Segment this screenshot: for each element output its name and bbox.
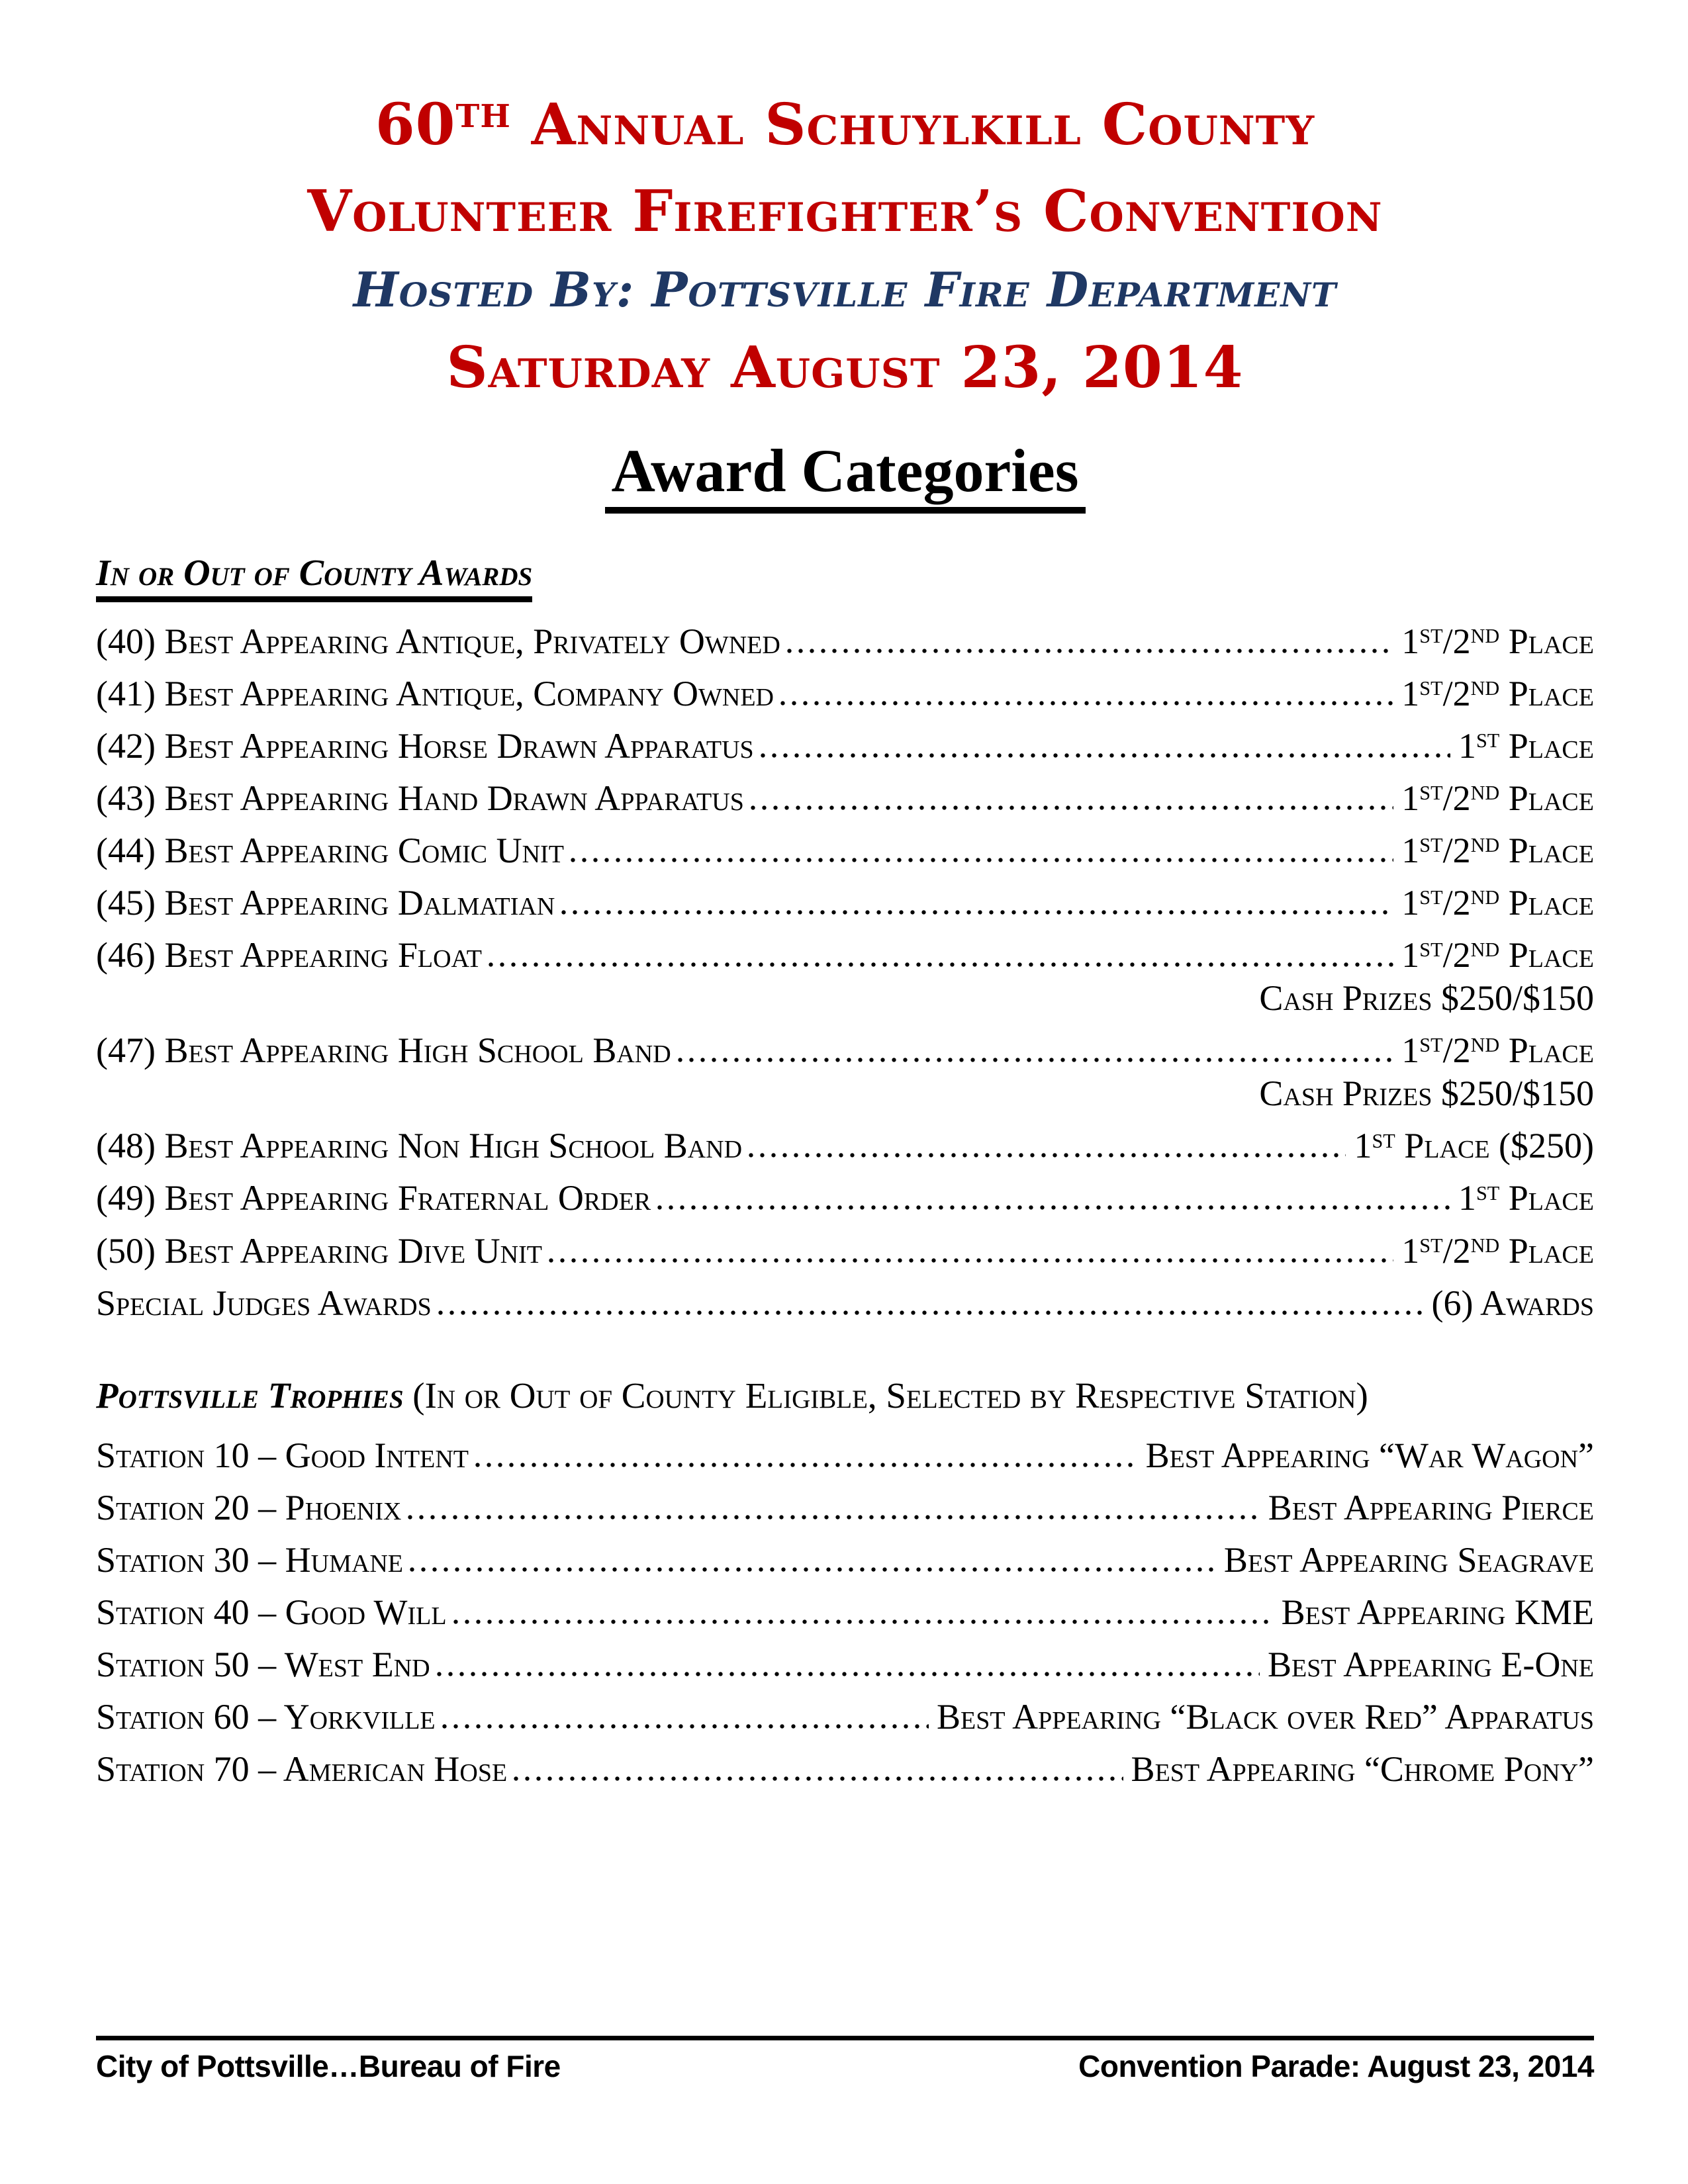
dot-leader [787,649,1393,653]
row-label: (41) Best Appearing Antique, Company Owned [96,673,774,713]
ordinal-superscript: ST [1476,1181,1500,1205]
ordinal-superscript: ST [1419,782,1443,805]
trophy-row [96,1539,1594,1580]
award-row [96,882,1594,923]
ordinal-superscript: ND [1470,834,1500,857]
dot-leader [438,1310,1424,1315]
trophies-heading-rest: (In or Out of County Eligible, Selected by Respective Station) [403,1375,1368,1416]
award-row [96,830,1594,870]
row-label: Station 30 – Humane [96,1539,404,1580]
row-value: 1ST/2ND Place [1401,1030,1594,1071]
award-row [96,1032,1594,1069]
award-row [96,937,1594,974]
dot-leader [780,701,1393,705]
row-value: Best Appearing E-One [1267,1644,1594,1684]
dot-leader [442,1724,929,1729]
ordinal-superscript: ST [1476,729,1500,752]
footer-left: City of Pottsville…Bureau of Fire [96,2049,561,2083]
trophies-section [96,1375,1594,1788]
dot-leader [749,1153,1346,1158]
row-label: Station 70 – American Hose [96,1749,508,1790]
ordinal-superscript: ST [1419,676,1443,700]
row-value: 1ST/2ND Place [1401,830,1594,870]
footer-right: Convention Parade: August 23, 2014 [1078,2049,1594,2083]
trophy-row [96,1437,1594,1474]
ordinal-superscript: ND [1470,1034,1500,1057]
dot-leader [761,753,1450,758]
header-line-convention: Volunteer Firefighter’s Convention [307,178,1383,245]
row-label: Station 20 – Phoenix [96,1487,402,1527]
trophy-row [96,1644,1594,1684]
header-line-event [96,86,1594,173]
cash-prizes-note: Cash Prizes $250/$150 [1259,978,1594,1019]
dot-leader [678,1058,1394,1062]
dot-leader [514,1776,1123,1781]
awards-section [96,552,1594,1321]
dot-leader [410,1567,1216,1572]
dot-leader [561,910,1393,915]
award-row [96,1180,1594,1216]
cash-prizes-note: Cash Prizes $250/$150 [1259,1073,1594,1114]
trophies-heading-bold: Pottsville Trophies [96,1375,404,1416]
row-value: Best Appearing Seagrave [1223,1539,1594,1580]
row-value: 1ST Place [1458,1178,1594,1218]
row-label: (47) Best Appearing High School Band [96,1030,671,1071]
row-value: 1ST/2ND Place [1401,1230,1594,1271]
row-label: (43) Best Appearing Hand Drawn Apparatus [96,778,744,818]
ordinal-superscript: ST [1419,1034,1443,1057]
ordinal-superscript: ST [1419,886,1443,909]
dot-leader [657,1205,1450,1210]
section-heading-wrap [96,552,1594,602]
row-label: Station 50 – West End [96,1644,430,1684]
row-label: (40) Best Appearing Antique, Privately Owned [96,621,780,661]
ordinal-superscript: ST [1419,834,1443,857]
row-label: (50) Best Appearing Dive Unit [96,1230,542,1271]
ordinal-superscript: ND [1470,1234,1500,1257]
page-title: Award Categories [605,437,1086,514]
header-line-host: Hosted By: Pottsville Fire Department [353,261,1337,318]
ordinal-superscript: ST [1419,1234,1443,1257]
event-name-rest: Annual Schuylkill County [510,91,1315,158]
row-label: Station 10 – Good Intent [96,1435,469,1475]
row-value: Best Appearing Pierce [1268,1487,1594,1527]
dot-leader [751,805,1393,810]
row-value: 1ST/2ND Place [1401,621,1594,661]
ordinal-superscript: ND [1470,624,1500,647]
document-header [96,86,1594,407]
award-row [96,673,1594,713]
trophy-row [96,1487,1594,1527]
trophy-row [96,1594,1594,1631]
row-value: 1ST Place ($250) [1354,1126,1594,1166]
row-label: Station 60 – Yorkville [96,1697,436,1737]
trophy-row [96,1699,1594,1735]
title-wrap [96,437,1594,514]
award-row [96,1230,1594,1271]
row-value: Best Appearing “Black over Red” Apparatus [936,1697,1594,1737]
document-footer [96,2036,1594,2084]
row-label: (46) Best Appearing Float [96,935,482,976]
dot-leader [437,1672,1260,1676]
award-row [96,725,1594,766]
row-label: (42) Best Appearing Horse Drawn Apparatus [96,725,754,766]
row-label: (49) Best Appearing Fraternal Order [96,1178,651,1218]
row-value: Best Appearing “Chrome Pony” [1131,1749,1594,1790]
dot-leader [549,1258,1393,1263]
dot-leader [408,1515,1260,1520]
trophies-list [96,1437,1594,1788]
dot-leader [571,858,1393,862]
ordinal-superscript: ND [1470,676,1500,700]
ordinal-superscript: ND [1470,886,1500,909]
section-heading-county-awards: In or Out of County Awards [96,552,532,602]
ordinal-superscript: ST [1372,1129,1395,1152]
row-label: Special Judges Awards [96,1283,432,1323]
row-value: 1ST/2ND Place [1401,882,1594,923]
section-heading-pottsville-trophies [96,1375,1594,1416]
ordinal-superscript: ND [1470,782,1500,805]
award-row [96,1128,1594,1164]
footer-row [96,2048,1594,2084]
dot-leader [453,1619,1274,1624]
row-value: 1ST/2ND Place [1401,778,1594,818]
row-label: (48) Best Appearing Non High School Band [96,1126,743,1166]
row-label: Station 40 – Good Will [96,1592,447,1632]
row-label: (44) Best Appearing Comic Unit [96,830,564,870]
row-value: 1ST/2ND Place [1401,935,1594,976]
row-value: Best Appearing “War Wagon” [1145,1435,1594,1475]
dot-leader [475,1463,1138,1467]
row-value: Best Appearing KME [1281,1592,1594,1632]
ordinal-superscript: ND [1470,938,1500,962]
footer-rule [96,2036,1594,2040]
event-number: 60 [375,91,456,158]
award-row [96,780,1594,817]
row-value: 1ST/2ND Place [1401,673,1594,713]
dot-leader [489,962,1393,967]
trophy-row [96,1751,1594,1788]
header-line-date: Saturday August 23, 2014 [446,334,1244,401]
ordinal-superscript: ST [1419,938,1443,962]
award-row [96,623,1594,660]
ordinal-superscript: ST [1419,624,1443,647]
awards-list [96,623,1594,1322]
award-row [96,1285,1594,1322]
row-value: (6) Awards [1431,1283,1594,1323]
row-value: 1ST Place [1458,725,1594,766]
row-label: (45) Best Appearing Dalmatian [96,882,555,923]
ordinal-superscript: TH [455,97,511,135]
